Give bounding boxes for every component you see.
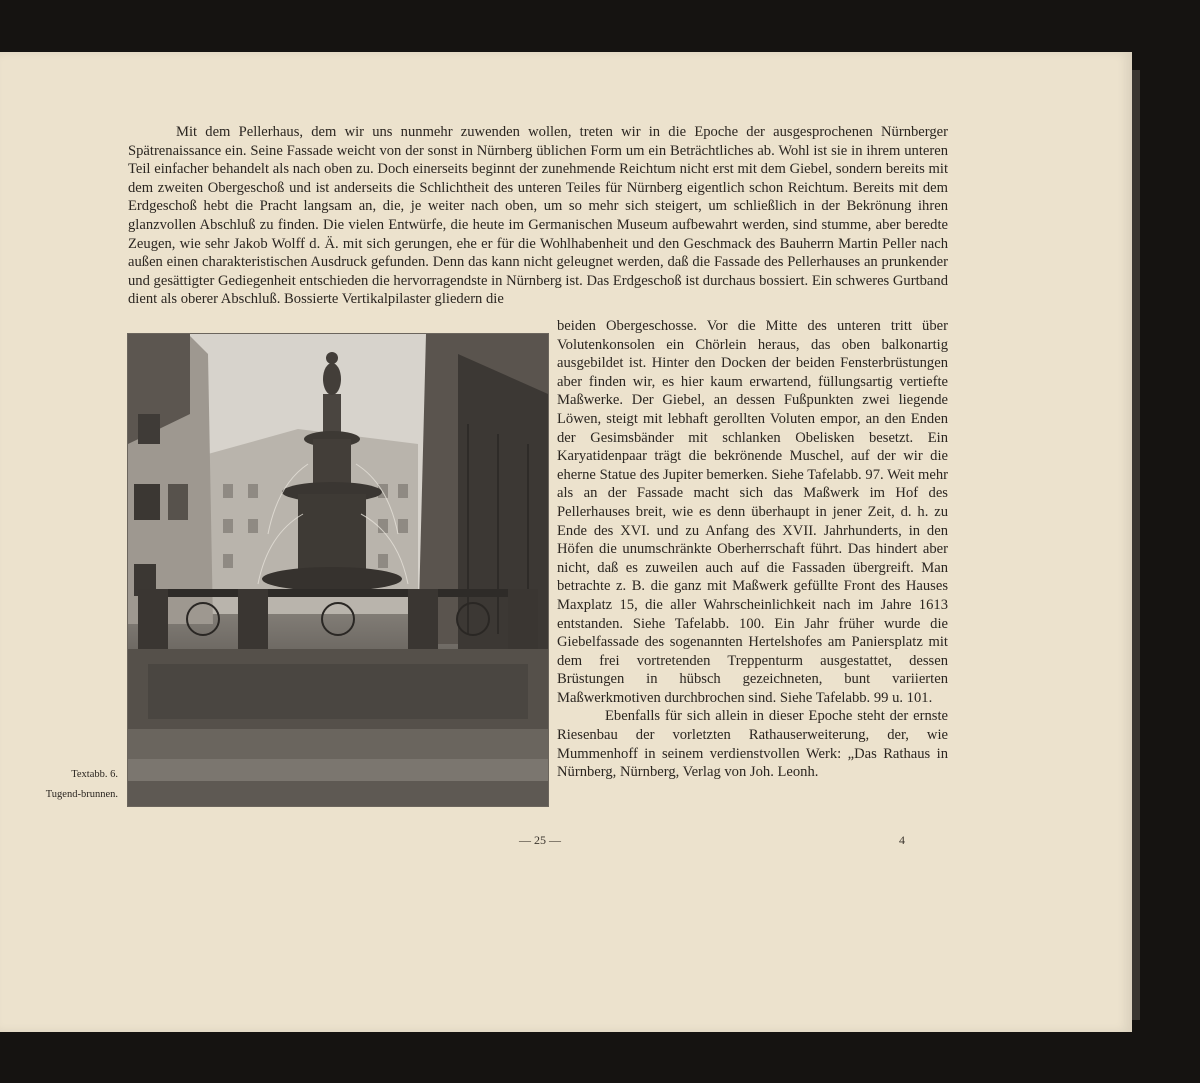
figure-title: Tugend-brunnen. — [45, 789, 118, 800]
paragraph-1: Mit dem Pellerhaus, dem wir uns nunmehr zuwenden wollen, treten wir in die Epoche der ausgesprochenen Nürnberger Spätrenaissance ein. Seine Fassade weicht von der sonst in Nürnberg üblichen Form um ein Beträchtliches ab. Wohl ist sie in ihrem unteren Teil einfacher behandelt als nach oben zu. Doch einerseits beginnt der zunehmende Reichtum nicht erst mit dem Giebel, sondern bereits mit dem zweiten Obergeschoß und ist anderseits die Schlichtheit des unteren Teiles für Nürnberg eigentlich schon Reichtum. Bereits mit dem Erdgeschoß hebt die Pracht langsam an, die, je weiter nach oben, um so mehr sich steigert, um schließlich in der Bekrönung ihren glanzvollen Abschluß zu finden. Die vielen Entwürfe, die heute im Germanischen Museum aufbewahrt werden, sind stumme, aber beredte Zeugen, wie sehr Jakob Wolff d. Ä. mit sich gerungen, ehe er für die Wohlhabenheit und den Geschmack des Bauherrn Martin Peller nach außen einen charakteristischen Ausdruck gefunden. Denn das kann nicht geleugnet werden, daß die Fassade des Pellerhauses an prunkender und gesättigter Gediegenheit entschieden die hervorragendste in Nürnberg ist. Das Erdgeschoß ist durchaus bossiert. Ein schweres Gurtband dient als oberer Abschluß. Bossierte Vertikalpilaster gliedern die — [128, 124, 948, 308]
tugendbrunnen-photo — [127, 333, 549, 807]
signature-mark: 4 — [899, 833, 905, 847]
column-paragraph-2: Ebenfalls für sich allein in dieser Epoche steht der ernste Riesenbau der vorletzten Rathauserweiterung, der, wie Mummenhoff in seinem verdienstvollen Werk: „Das Rathaus in Nürnberg, Nürnberg, Verlag von Joh. Leonh. — [557, 708, 948, 781]
column-paragraph-1: beiden Obergeschosse. Vor die Mitte des unteren tritt über Volutenkonsolen ein Chörlein heraus, das oben balkonartig ausgebildet ist. Hinter den Docken der beiden Fensterbrüstungen aber finden wir, es hier kaum erwartend, füllungsartig vertiefte Maßwerke. Der Giebel, an dessen Fußpunkten zwei liegende Löwen, steigt mit lebhaft gerollten Voluten empor, an den Enden der Gesimsbänder mit schlanken Obelisken besetzt. Ein Karyatidenpaar trägt die bekrönende Muschel, auf der wir die eherne Statue des Jupiter bemerken. Siehe Tafelabb. 97. Weit mehr als an der Fassade macht sich das Maßwerk im Hof des Pellerhauses breit, wie es denn überhaupt in jener Zeit, d. h. zu Ende des XVI. und zu Anfang des XVII. Jahrhunderts, in den Höfen die unumschränkte Oberherrschaft führt. Das hindert aber nicht, daß es zuweilen auch auf die Fassaden übergreift. Man betrachte z. B. die ganz mit Maßwerk gefüllte Front des Hauses Maxplatz 15, die aller Wahrscheinlichkeit nach im Jahre 1613 entstanden. Siehe Tafelabb. 100. Ein Jahr früher wurde die Giebelfassade des sogenannten Hertelshofes am Paniersplatz mit dem frei vortretenden Treppenturm ausgestattet, dessen Brüstungen in hübsch gezeichneten, bunt variierten Maßwerkmotiven durchbrochen sind. Siehe Tafelabb. 99 u. 101. — [557, 318, 948, 706]
page-edge — [1132, 70, 1140, 1020]
right-text-column — [557, 317, 948, 782]
page-number: — 25 — — [519, 833, 561, 847]
figure-label: Textabb. 6. — [71, 769, 118, 780]
